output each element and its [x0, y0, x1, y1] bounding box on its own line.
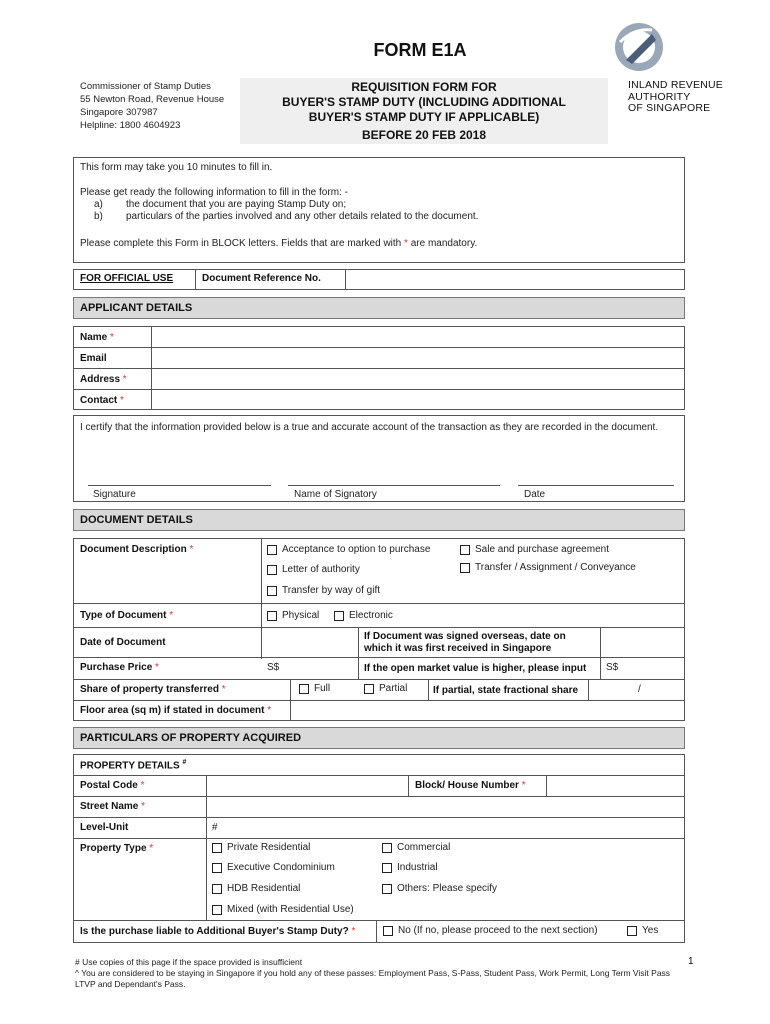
mixed-checkbox[interactable] [212, 905, 222, 915]
overseas-date-label: If Document was signed overseas, date on which it was first received in Singapore [364, 631, 566, 654]
sale-purchase-checkbox[interactable] [460, 545, 470, 555]
others-label: Others: Please specify [397, 883, 498, 894]
private-residential-label: Private Residential [227, 842, 311, 853]
transfer-label: Transfer / Assignment / Conveyance [475, 562, 636, 573]
name-label: Name * [80, 332, 114, 343]
contact-input[interactable] [152, 390, 684, 410]
transfer-checkbox[interactable] [460, 563, 470, 573]
absd-no-label: No (If no, please proceed to the next section) [398, 925, 598, 936]
certification-text: I certify that the information provided below is a true and accurate account of the transaction as they are recorded in the document. [80, 422, 659, 433]
physical-checkbox[interactable] [267, 611, 277, 621]
physical-label: Physical [282, 610, 320, 621]
signatory-name-field[interactable] [288, 460, 500, 484]
absd-no-checkbox[interactable] [383, 926, 393, 936]
letter-authority-checkbox[interactable] [267, 565, 277, 575]
doc-ref-label: Document Reference No. [202, 273, 321, 284]
sign-date-field[interactable] [518, 460, 674, 484]
page-number: 1 [688, 956, 694, 967]
fraction-slash: / [638, 684, 641, 695]
others-checkbox[interactable] [382, 884, 392, 894]
market-value-input[interactable] [622, 658, 684, 678]
market-value-label: If the open market value is higher, please input [364, 663, 587, 674]
agency-name: INLAND REVENUE AUTHORITY OF SINGAPORE [628, 79, 723, 114]
document-section-heading: DOCUMENT DETAILS [73, 509, 685, 531]
iras-logo-icon [614, 22, 664, 72]
address-input[interactable] [152, 369, 684, 389]
gift-checkbox[interactable] [267, 586, 277, 596]
private-residential-checkbox[interactable] [212, 843, 222, 853]
footnote-passes: ^ You are considered to be staying in Singapore if you hold any of these passes: Employment Pass, S-Pass, Student Pass, Work Permit, Long Term Visit Pass LTVP and Dependant's Pass. [75, 968, 671, 989]
block-number-input[interactable] [547, 776, 684, 796]
acceptance-label: Acceptance to option to purchase [282, 544, 431, 555]
signature-label: Signature [93, 489, 136, 500]
document-description-label: Document Description * [80, 544, 194, 555]
date-of-document-input[interactable] [262, 628, 358, 657]
floor-area-label: Floor area (sq m) if stated in document * [80, 705, 272, 716]
requisition-title: REQUISITION FORM FOR BUYER'S STAMP DUTY (INCLUDING ADDITIONAL BUYER'S STAMP DUTY IF APPLICABLE) BEFORE 20 FEB 2018 [282, 80, 566, 142]
type-of-document-label: Type of Document * [80, 610, 174, 621]
ec-checkbox[interactable] [212, 863, 222, 873]
fraction-input[interactable] [590, 680, 684, 699]
official-use-label: FOR OFFICIAL USE [80, 273, 174, 284]
hdb-label: HDB Residential [227, 883, 301, 894]
postal-code-input[interactable] [207, 776, 407, 796]
partial-share-checkbox[interactable] [364, 684, 374, 694]
email-input[interactable] [152, 348, 684, 368]
hdb-checkbox[interactable] [212, 884, 222, 894]
sale-purchase-label: Sale and purchase agreement [475, 544, 609, 555]
acceptance-checkbox[interactable] [267, 545, 277, 555]
date-label: Date [524, 489, 546, 500]
contact-label: Contact * [80, 395, 124, 406]
electronic-checkbox[interactable] [334, 611, 344, 621]
block-letters-note: Please complete this Form in BLOCK letters. Fields that are marked with * are mandatory. [80, 238, 478, 249]
intro-box: This form may take you 10 minutes to fill in. Please get ready the following information to fill in the form: - a) the document that you are paying Stamp Duty on; b) particulars of the parties involved and any other details related to the document. Please complete this Form in BLOCK letters. Fields that are marked with * are mandatory. [73, 157, 685, 263]
absd-yes-checkbox[interactable] [627, 926, 637, 936]
property-details-label: PROPERTY DETAILS # [80, 759, 187, 772]
doc-ref-field[interactable] [346, 270, 684, 289]
floor-area-input[interactable] [291, 701, 684, 720]
applicant-section-heading: APPLICANT DETAILS [73, 297, 685, 319]
level-unit-label: Level-Unit [80, 822, 129, 833]
full-share-label: Full [314, 683, 331, 694]
purchase-price-label: Purchase Price * [80, 662, 159, 673]
block-number-label: Block/ House Number * [415, 780, 526, 791]
street-name-input[interactable] [207, 797, 684, 817]
signatory-label: Name of Signatory [294, 489, 377, 500]
postal-code-label: Postal Code * [80, 780, 145, 791]
currency-label: S$ [267, 662, 280, 673]
property-type-label: Property Type * [80, 843, 154, 854]
date-of-document-label: Date of Document [80, 637, 166, 648]
full-share-checkbox[interactable] [299, 684, 309, 694]
absd-yes-label: Yes [642, 925, 659, 936]
commercial-label: Commercial [397, 842, 451, 853]
email-label: Email [80, 353, 107, 364]
market-currency-label: S$ [606, 662, 619, 673]
street-name-label: Street Name * [80, 801, 146, 812]
electronic-label: Electronic [349, 610, 393, 621]
fractional-share-label: If partial, state fractional share [433, 685, 579, 696]
form-title: FORM E1A [373, 40, 467, 60]
industrial-label: Industrial [397, 862, 438, 873]
address-label: Address * [80, 374, 127, 385]
level-unit-hash: # [212, 822, 218, 833]
property-section-heading: PARTICULARS OF PROPERTY ACQUIRED [73, 727, 685, 749]
footnote-copies: # Use copies of this page if the space provided is insufficient [75, 957, 303, 967]
purchase-price-input[interactable] [282, 658, 357, 678]
mixed-label: Mixed (with Residential Use) [227, 904, 354, 915]
partial-share-label: Partial [379, 683, 408, 694]
share-transferred-label: Share of property transferred * [80, 684, 226, 695]
level-unit-input[interactable] [222, 818, 684, 838]
absd-question-label: Is the purchase liable to Additional Buyer's Stamp Duty? * [80, 926, 356, 937]
commercial-checkbox[interactable] [382, 843, 392, 853]
industrial-checkbox[interactable] [382, 863, 392, 873]
name-input[interactable] [152, 327, 684, 347]
office-address: Commissioner of Stamp Duties 55 Newton Road, Revenue House Singapore 307987 Helpline: 1800 4604923 [80, 81, 225, 131]
overseas-date-input[interactable] [601, 628, 684, 657]
signature-field[interactable] [88, 460, 271, 484]
letter-authority-label: Letter of authority [282, 564, 360, 575]
ec-label: Executive Condominium [227, 862, 335, 873]
gift-label: Transfer by way of gift [282, 585, 380, 596]
